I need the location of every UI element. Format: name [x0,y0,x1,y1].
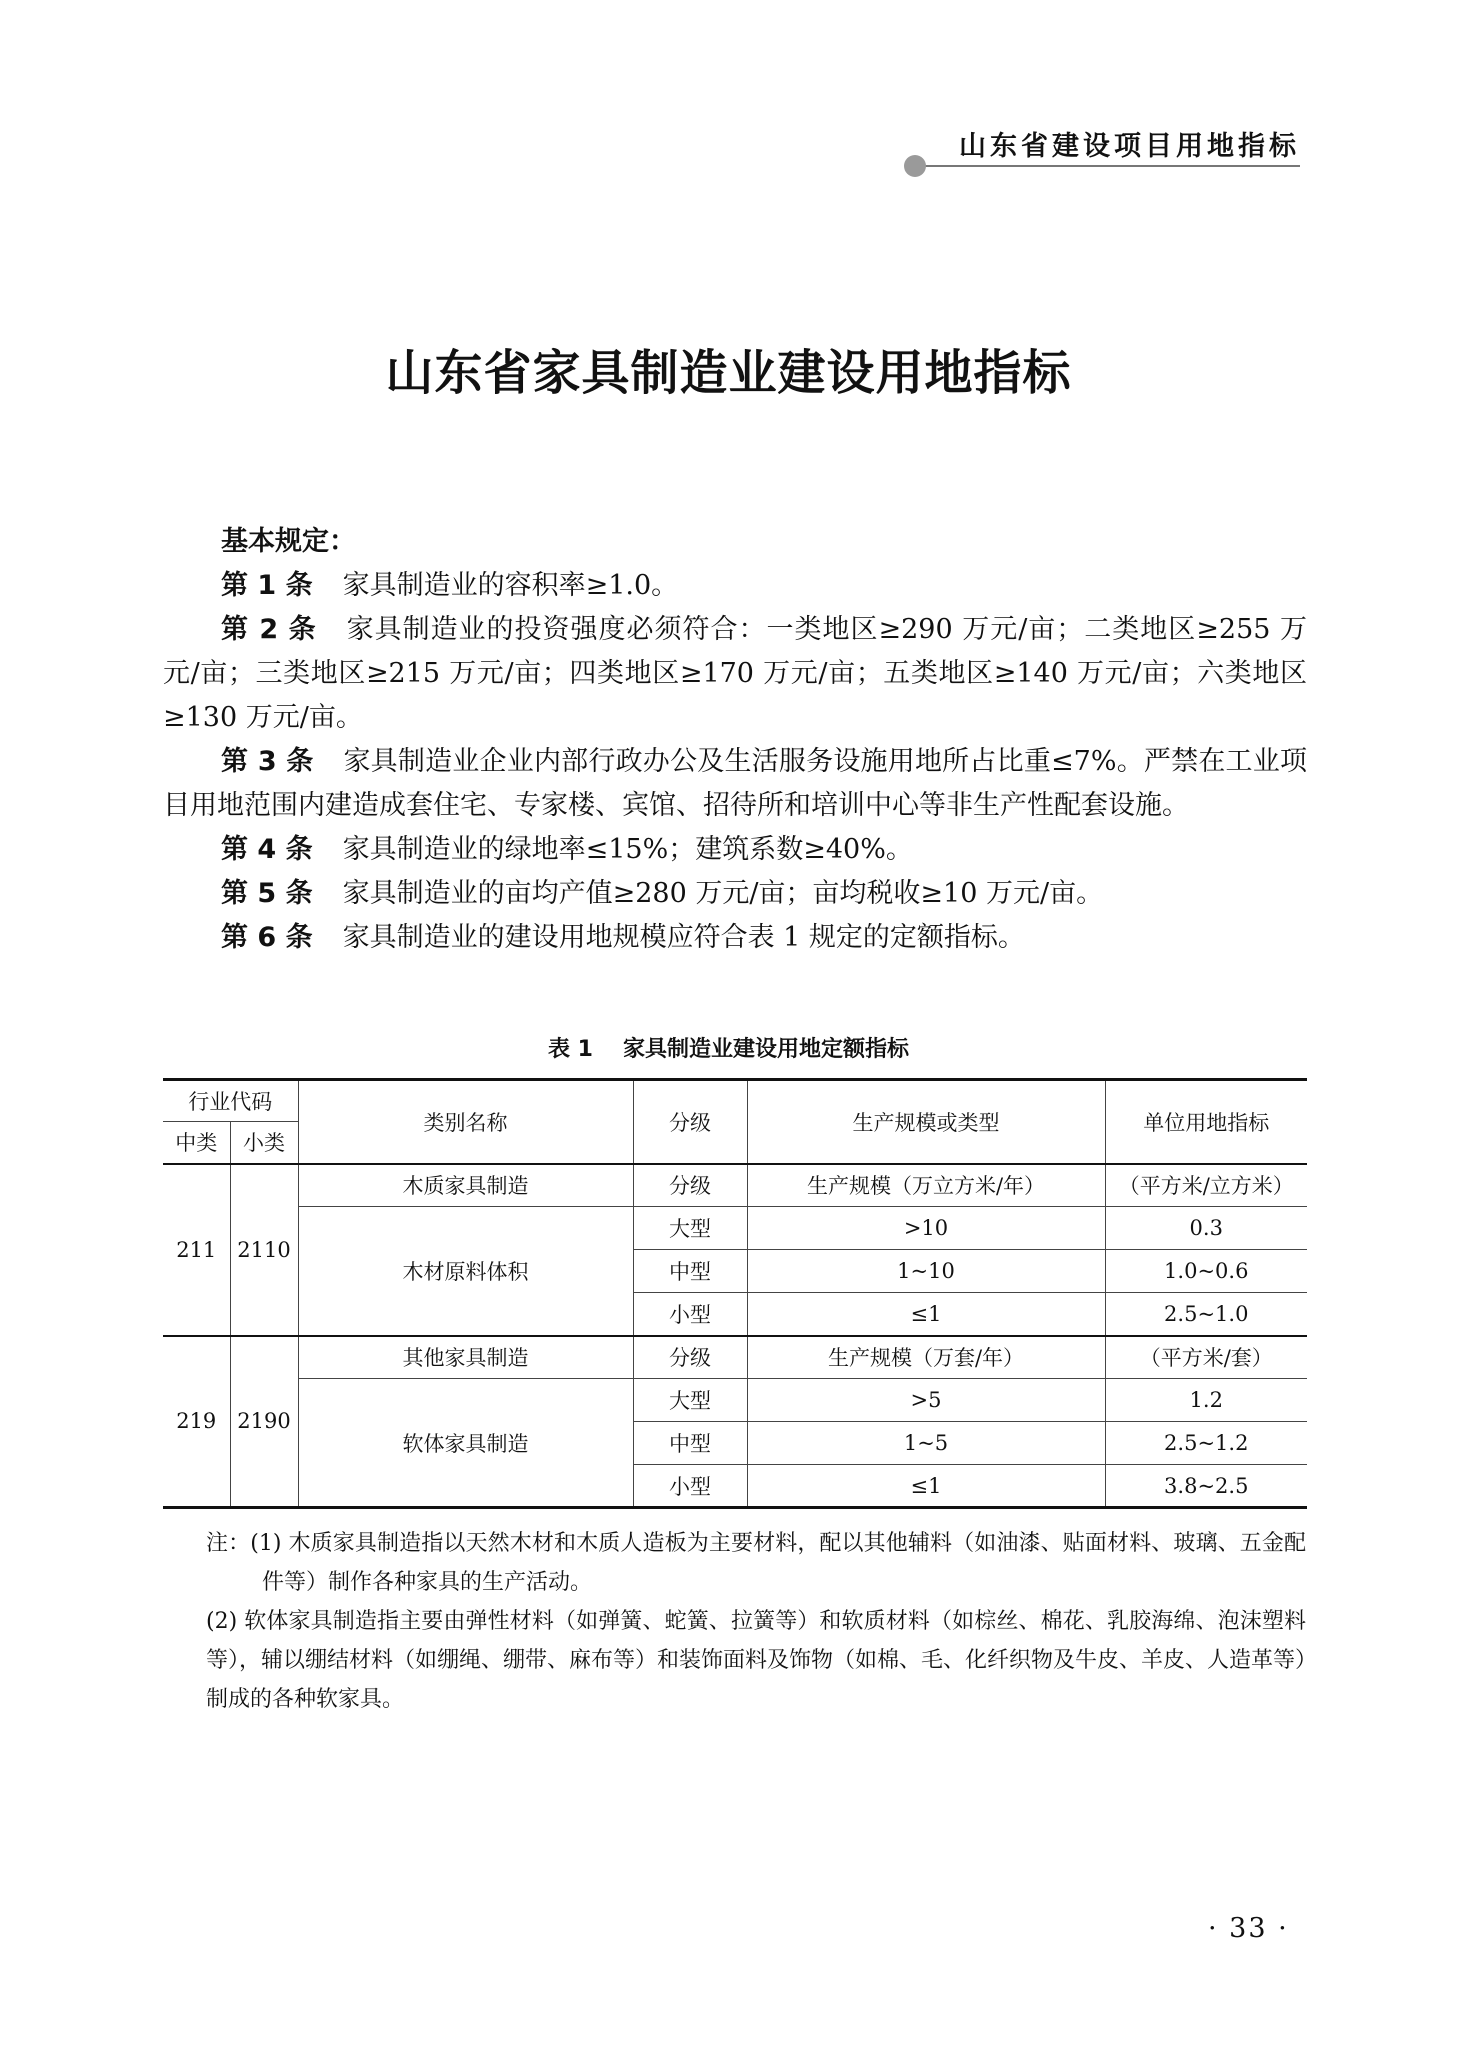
indicator-cell: 0.3 [1105,1207,1307,1250]
indicator-cell: 2.5~1.0 [1105,1293,1307,1336]
table-row [163,1164,1307,1207]
scale-cell: ≤1 [747,1465,1105,1508]
indicator-cell: 2.5~1.2 [1105,1422,1307,1465]
basic-provisions-heading: 基本规定： [221,526,356,557]
category-subname: 软体家具制造 [298,1379,633,1508]
grade-cell: 分级 [633,1336,747,1379]
page-number: · 33 · [1208,1913,1289,1944]
indicator-cell: （平方米/套） [1105,1336,1307,1379]
article-3: 第 3 条 家具制造业企业内部行政办公及生活服务设施用地所占比重≤7%。严禁在工业项目用地范围内建造成套住宅、专家楼、宾馆、招待所和培训中心等非生产性配套设施。 [163,746,1307,821]
scale-cell: 生产规模（万立方米/年） [747,1164,1105,1207]
scale-cell: >5 [747,1379,1105,1422]
note-2: (2) 软体家具制造指主要由弹性材料（如弹簧、蛇簧、拉簧等）和软质材料（如棕丝、棉花、乳胶海绵、泡沫塑料等），辅以绷结材料（如绷绳、绷带、麻布等）和装饰面料及饰物（如棉、毛、化纤织物及牛皮、羊皮、人造革等）制成的各种软家具。 [206,1609,1307,1712]
header-industry-code: 行业代码 [163,1080,298,1122]
article-2: 第 2 条 家具制造业的投资强度必须符合：一类地区≥290 万元/亩；二类地区≥255 万元/亩；三类地区≥215 万元/亩；四类地区≥170 万元/亩；五类地区≥140 万元/亩；六类地区≥130 万元/亩。 [163,614,1308,733]
scale-cell: >10 [747,1207,1105,1250]
running-header [900,110,1300,170]
header-mid-class: 中类 [163,1122,230,1164]
grade-cell: 大型 [633,1379,747,1422]
note-1: 注：(1) 木质家具制造指以天然木材和木质人造板为主要材料，配以其他辅料（如油漆、贴面材料、玻璃、五金配件等）制作各种家具的生产活动。 [206,1531,1306,1595]
header-dot-ornament [904,155,926,177]
table-notes [206,1524,1306,1719]
document-title: 山东省家具制造业建设用地指标 [385,345,1072,401]
land-quota-table [163,1078,1307,1509]
table-header-row [163,1080,1307,1122]
header-grade: 分级 [633,1080,747,1164]
header-scale: 生产规模或类型 [747,1080,1105,1164]
article-6: 第 6 条 家具制造业的建设用地规模应符合表 1 规定的定额指标。 [221,922,1025,953]
table-caption: 表 1 家具制造业建设用地定额指标 [548,1037,909,1062]
indicator-cell: （平方米/立方米） [1105,1164,1307,1207]
grade-cell: 大型 [633,1207,747,1250]
grade-cell: 中型 [633,1250,747,1293]
small-class-code: 2190 [230,1336,298,1508]
header-rule [922,165,1300,167]
scale-cell: ≤1 [747,1293,1105,1336]
scale-cell: 1~10 [747,1250,1105,1293]
grade-cell: 小型 [633,1293,747,1336]
scale-cell: 生产规模（万套/年） [747,1336,1105,1379]
table-row [163,1207,1307,1250]
category-name: 其他家具制造 [298,1336,633,1379]
indicator-cell: 1.0~0.6 [1105,1250,1307,1293]
grade-cell: 中型 [633,1422,747,1465]
running-title: 山东省建设项目用地指标 [959,131,1300,162]
mid-class-code: 211 [163,1164,230,1336]
provisions [163,520,1307,960]
grade-cell: 小型 [633,1465,747,1508]
header-small-class: 小类 [230,1122,298,1164]
mid-class-code: 219 [163,1336,230,1508]
indicator-cell: 1.2 [1105,1379,1307,1422]
table-row [163,1379,1307,1422]
indicator-cell: 3.8~2.5 [1105,1465,1307,1508]
category-name: 木质家具制造 [298,1164,633,1207]
small-class-code: 2110 [230,1164,298,1336]
scale-cell: 1~5 [747,1422,1105,1465]
article-4: 第 4 条 家具制造业的绿地率≤15%；建筑系数≥40%。 [221,834,913,865]
category-subname: 木材原料体积 [298,1207,633,1336]
article-1: 第 1 条 家具制造业的容积率≥1.0。 [221,570,679,601]
table-row [163,1336,1307,1379]
grade-cell: 分级 [633,1164,747,1207]
article-5: 第 5 条 家具制造业的亩均产值≥280 万元/亩；亩均税收≥10 万元/亩。 [221,878,1104,909]
header-category: 类别名称 [298,1080,633,1164]
header-indicator: 单位用地指标 [1105,1080,1307,1164]
